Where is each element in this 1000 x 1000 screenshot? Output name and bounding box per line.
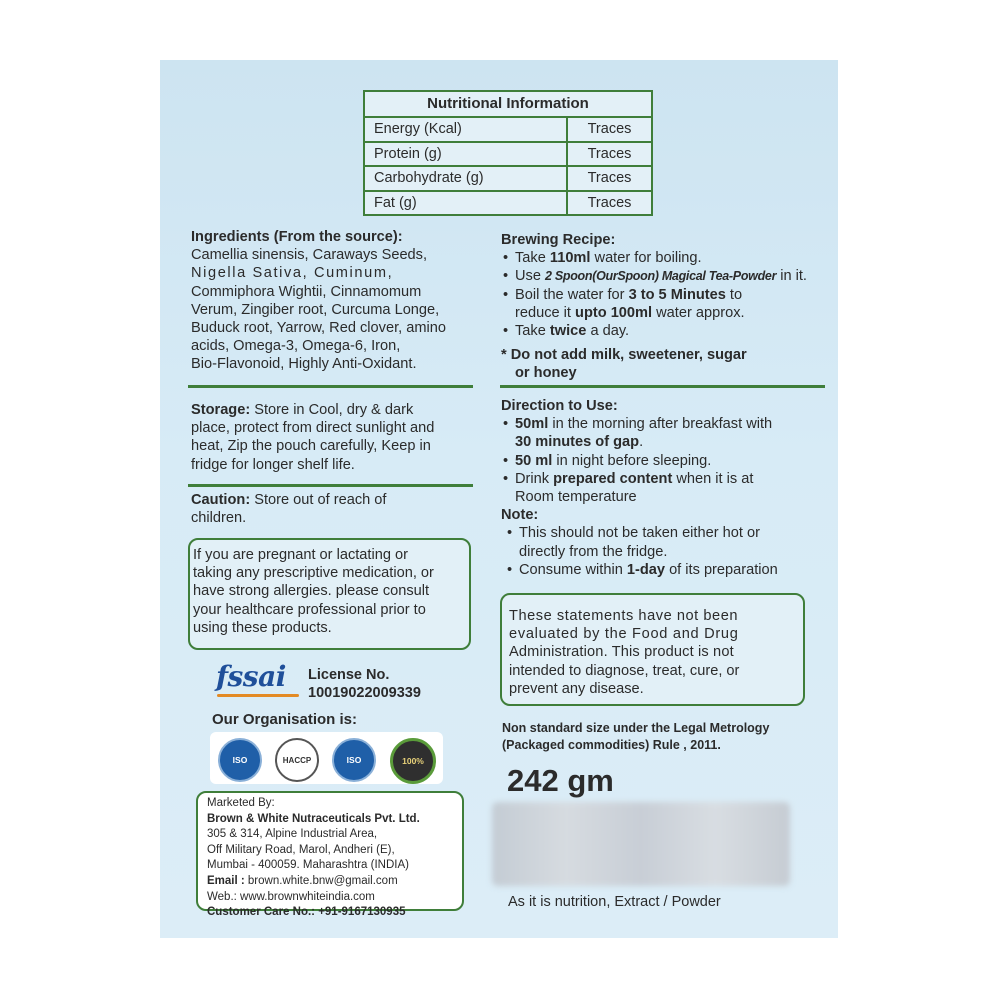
storage-line: Store in Cool, dry & dark bbox=[250, 402, 414, 418]
ingredients-section bbox=[191, 228, 481, 374]
license-number: 10019022009339 bbox=[308, 685, 421, 701]
note-item: • This should not be taken either hot or bbox=[505, 524, 831, 542]
direction-heading: Direction to Use: bbox=[501, 398, 618, 414]
brewing-warning: or honey bbox=[515, 365, 577, 382]
brewing-step-cont: reduce it upto 100ml water approx. bbox=[515, 304, 745, 321]
direction-step: • 50ml in the morning after breakfast with bbox=[501, 415, 831, 433]
nutrition-title: Nutritional Information bbox=[365, 92, 651, 118]
fda-line: Administration. This product is not bbox=[509, 644, 734, 661]
warning-line: If you are pregnant or lactating or bbox=[193, 547, 408, 563]
direction-section bbox=[501, 397, 831, 579]
divider bbox=[188, 385, 473, 388]
ingredients-line: Camellia sinensis, Caraways Seeds, bbox=[191, 247, 428, 264]
care-label: Customer Care No.: bbox=[207, 906, 315, 919]
nutrition-table bbox=[363, 90, 653, 216]
nutrient-label: Protein (g) bbox=[365, 143, 568, 166]
marketed-heading: Marketed By: bbox=[207, 797, 275, 809]
label-panel bbox=[160, 60, 838, 938]
storage-line: heat, Zip the pouch carefully, Keep in bbox=[191, 438, 431, 455]
haccp-badge-icon bbox=[275, 738, 319, 782]
divider bbox=[500, 385, 825, 388]
net-weight: 242 gm bbox=[507, 763, 614, 798]
metrology-line: (Packaged commodities) Rule , 2011. bbox=[502, 738, 721, 752]
direction-step-cont: 30 minutes of gap. bbox=[515, 434, 644, 451]
nutrient-value: Traces bbox=[587, 145, 632, 162]
nutrition-row bbox=[365, 143, 651, 168]
fda-disclaimer-box bbox=[500, 593, 805, 706]
warning-line: your healthcare professional prior to bbox=[193, 601, 426, 618]
storage-heading: Storage: bbox=[191, 402, 251, 418]
address-line: 305 & 314, Alpine Industrial Area, bbox=[207, 828, 378, 841]
pregnancy-warning-box bbox=[188, 538, 471, 650]
ingredients-line: Buduck root, Yarrow, Red clover, amino bbox=[191, 320, 446, 337]
fssai-swoosh bbox=[217, 694, 299, 697]
nutrient-value: Traces bbox=[587, 121, 632, 137]
email-label: Email : bbox=[207, 874, 245, 887]
metrology-note bbox=[502, 720, 769, 754]
storage-line: place, protect from direct sunlight and bbox=[191, 420, 435, 437]
redacted-barcode-area bbox=[492, 802, 790, 886]
nutrition-row bbox=[365, 167, 651, 192]
certifications-strip bbox=[210, 732, 443, 784]
storage-section bbox=[191, 401, 481, 474]
brewing-step: • Use 2 Spoon(OurSpoon) Magical Tea-Powder in it. bbox=[501, 267, 831, 285]
fda-line: prevent any disease. bbox=[509, 680, 644, 697]
address-line: Mumbai - 400059. Maharashtra (INDIA) bbox=[207, 859, 409, 872]
nutrient-label: Carbohydrate (g) bbox=[365, 167, 568, 190]
iso-badge-icon bbox=[332, 738, 376, 782]
nutrient-label: Fat (g) bbox=[365, 192, 568, 215]
cert-label: 100% bbox=[402, 756, 424, 766]
ingredients-line: Verum, Zingiber root, Curcuma Longe, bbox=[191, 301, 440, 318]
nutrient-label: Energy (Kcal) bbox=[365, 118, 568, 141]
fda-line: evaluated by the Food and Drug bbox=[509, 626, 739, 643]
brewing-step: • Take twice a day. bbox=[501, 322, 831, 340]
iso-badge-icon bbox=[218, 738, 262, 782]
cert-label: HACCP bbox=[282, 755, 312, 765]
address-line: Off Military Road, Marol, Andheri (E), bbox=[207, 843, 395, 856]
divider bbox=[188, 484, 473, 487]
caution-section bbox=[191, 491, 481, 527]
note-item-cont: directly from the fridge. bbox=[519, 543, 668, 560]
fssai-logo: fssai bbox=[216, 660, 286, 693]
care-value: +91-9167130935 bbox=[315, 906, 406, 919]
brewing-heading: Brewing Recipe: bbox=[501, 232, 616, 248]
fda-line: intended to diagnose, treat, cure, or bbox=[509, 662, 740, 679]
cert-label: ISO bbox=[232, 755, 248, 765]
nutrition-row bbox=[365, 118, 651, 143]
ingredients-line: Nigella Sativa, Cuminum, bbox=[191, 265, 394, 282]
license-label: License No. bbox=[308, 667, 390, 683]
brewing-section bbox=[501, 231, 831, 383]
cert-label: ISO bbox=[346, 755, 362, 765]
caution-heading: Caution: bbox=[191, 492, 251, 508]
note-heading: Note: bbox=[501, 507, 539, 524]
storage-line: fridge for longer shelf life. bbox=[191, 456, 355, 473]
caution-line: Store out of reach of bbox=[250, 492, 387, 508]
nutrient-value: Traces bbox=[587, 194, 632, 211]
warning-line: using these products. bbox=[193, 619, 332, 636]
ingredients-line: acids, Omega-3, Omega-6, Iron, bbox=[191, 338, 401, 355]
natural-badge-icon bbox=[390, 738, 436, 784]
note-item: • Consume within 1-day of its preparation bbox=[505, 561, 831, 579]
direction-step: • Drink prepared content when it is at bbox=[501, 470, 831, 488]
brewing-step: • Boil the water for 3 to 5 Minutes to bbox=[501, 286, 831, 304]
organisation-heading: Our Organisation is: bbox=[212, 711, 358, 728]
company-name: Brown & White Nutraceuticals Pvt. Ltd. bbox=[207, 812, 420, 825]
email-value: brown.white.bnw@gmail.com bbox=[244, 874, 398, 887]
warning-line: taking any prescriptive medication, or bbox=[193, 565, 434, 582]
direction-step-cont: Room temperature bbox=[515, 489, 637, 506]
brewing-warning: * Do not add milk, sweetener, sugar bbox=[501, 347, 747, 364]
fda-line: These statements have not been bbox=[509, 608, 739, 624]
footer-note: As it is nutrition, Extract / Powder bbox=[508, 894, 721, 910]
warning-line: have strong allergies. please consult bbox=[193, 583, 430, 600]
ingredients-line: Commiphora Wightii, Cinnamomum bbox=[191, 283, 422, 300]
caution-line: children. bbox=[191, 510, 247, 527]
brewing-step: • Take 110ml water for boiling. bbox=[501, 249, 831, 267]
license-block bbox=[308, 666, 421, 702]
direction-step: • 50 ml in night before sleeping. bbox=[501, 452, 831, 470]
ingredients-line: Bio-Flavonoid, Highly Anti-Oxidant. bbox=[191, 356, 417, 373]
marketed-by-box bbox=[196, 791, 464, 919]
web-line: Web.: www.brownwhiteindia.com bbox=[207, 890, 375, 903]
metrology-line: Non standard size under the Legal Metrology bbox=[502, 721, 770, 735]
ingredients-heading: Ingredients (From the source): bbox=[191, 229, 403, 245]
nutrition-row bbox=[365, 192, 651, 215]
nutrient-value: Traces bbox=[587, 170, 632, 187]
